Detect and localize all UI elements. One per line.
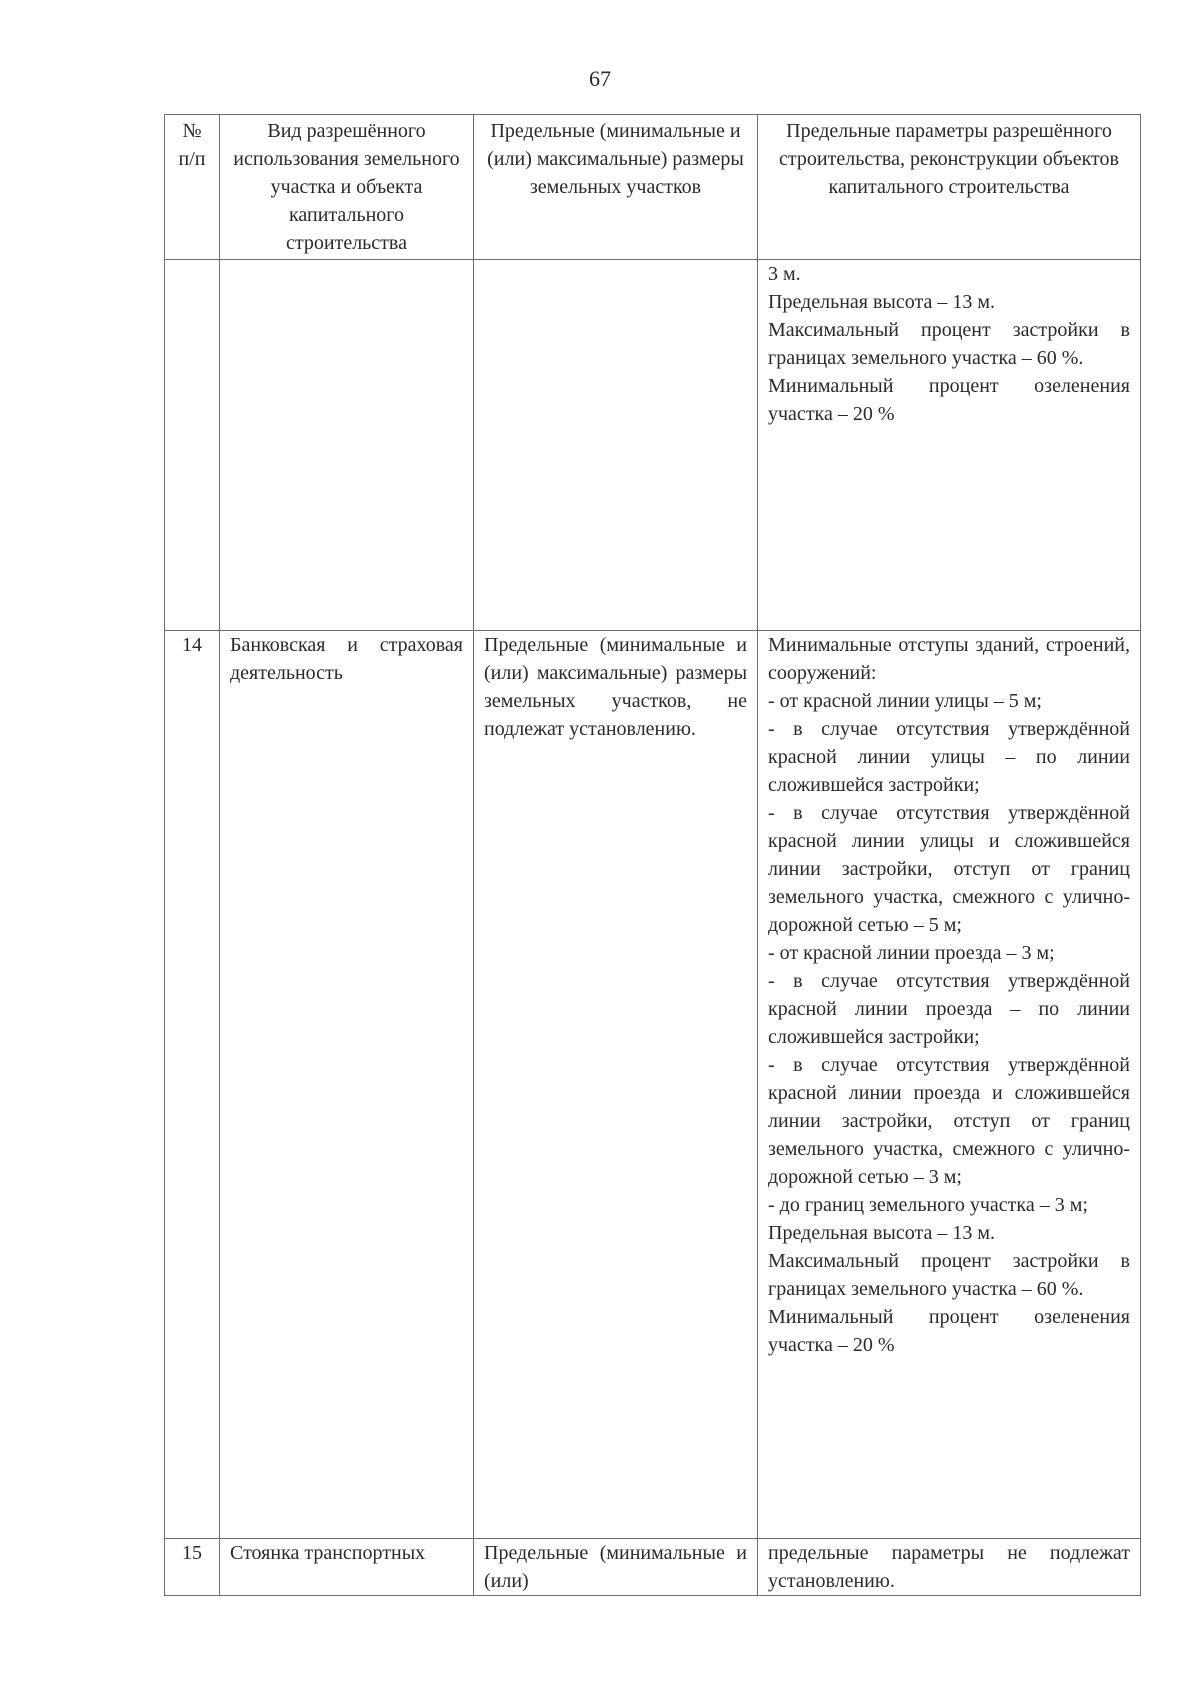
- param-line: Предельная высота – 13 м.: [768, 1222, 996, 1244]
- param-line: Предельная высота – 13 м.: [768, 291, 996, 313]
- regulations-table: [164, 114, 1141, 1596]
- param-line: Максимальный процент застройки в границах земельного участка – 60 %.: [768, 319, 1130, 369]
- param-line: - до границ земельного участка – 3 м;: [768, 1194, 1088, 1216]
- table-row: [165, 260, 1141, 631]
- header-plot-sizes: Предельные (минимальные и (или) максимальные) размеры земельных участков: [474, 115, 758, 260]
- param-line: - от красной линии проезда – 3 м;: [768, 942, 1055, 964]
- row-use-type: Банковская и страховая деятельность: [220, 631, 474, 1539]
- param-line: - в случае отсутствия утверждённой красной линии улицы и сложившейся линии застройки, отступ от границ земельного участка, смежного с улично-дорожной сетью – 5 м;: [768, 802, 1130, 936]
- row-number: 15: [165, 1539, 220, 1596]
- header-number: № п/п: [165, 115, 220, 260]
- row-use-type: Стоянка транспортных: [220, 1539, 474, 1596]
- table-row: [165, 631, 1141, 1539]
- row-plot-sizes: Предельные (минимальные и (или) максимальные) размеры земельных участков, не подлежат установлению.: [474, 631, 758, 1539]
- param-line: 3 м.: [768, 263, 801, 285]
- row-number: [165, 260, 220, 631]
- table-header-row: [165, 115, 1141, 260]
- header-build-params: Предельные параметры разрешённого строительства, реконструкции объектов капитального строительства: [758, 115, 1141, 260]
- param-line: - в случае отсутствия утверждённой красной линии проезда и сложившейся линии застройки, отступ от границ земельного участка, смежного с улично-дорожной сетью – 3 м;: [768, 1054, 1130, 1188]
- param-line: Минимальный процент озеленения участка – 20 %: [768, 375, 1130, 425]
- table-row: [165, 1539, 1141, 1596]
- param-line: - в случае отсутствия утверждённой красной линии проезда – по линии сложившейся застройки;: [768, 970, 1130, 1048]
- param-line: - от красной линии улицы – 5 м;: [768, 690, 1042, 712]
- row-plot-sizes: [474, 260, 758, 631]
- row-plot-sizes: Предельные (минимальные и (или): [474, 1539, 758, 1596]
- param-line: Минимальный процент озеленения участка – 20 %: [768, 1306, 1130, 1356]
- row-use-type: [220, 260, 474, 631]
- row-build-params: [758, 260, 1141, 631]
- param-line: Максимальный процент застройки в границах земельного участка – 60 %.: [768, 1250, 1130, 1300]
- row-build-params: [758, 1539, 1141, 1596]
- param-line: предельные параметры не подлежат установлению.: [768, 1542, 1130, 1592]
- row-number: 14: [165, 631, 220, 1539]
- page-number: 67: [589, 66, 611, 91]
- header-use-type: Вид разрешённого использования земельного участка и объекта капитального строительства: [220, 115, 474, 260]
- row-build-params: [758, 631, 1141, 1539]
- param-line: - в случае отсутствия утверждённой красной линии улицы – по линии сложившейся застройки;: [768, 718, 1130, 796]
- param-line: Минимальные отступы зданий, строений, сооружений:: [768, 634, 1130, 684]
